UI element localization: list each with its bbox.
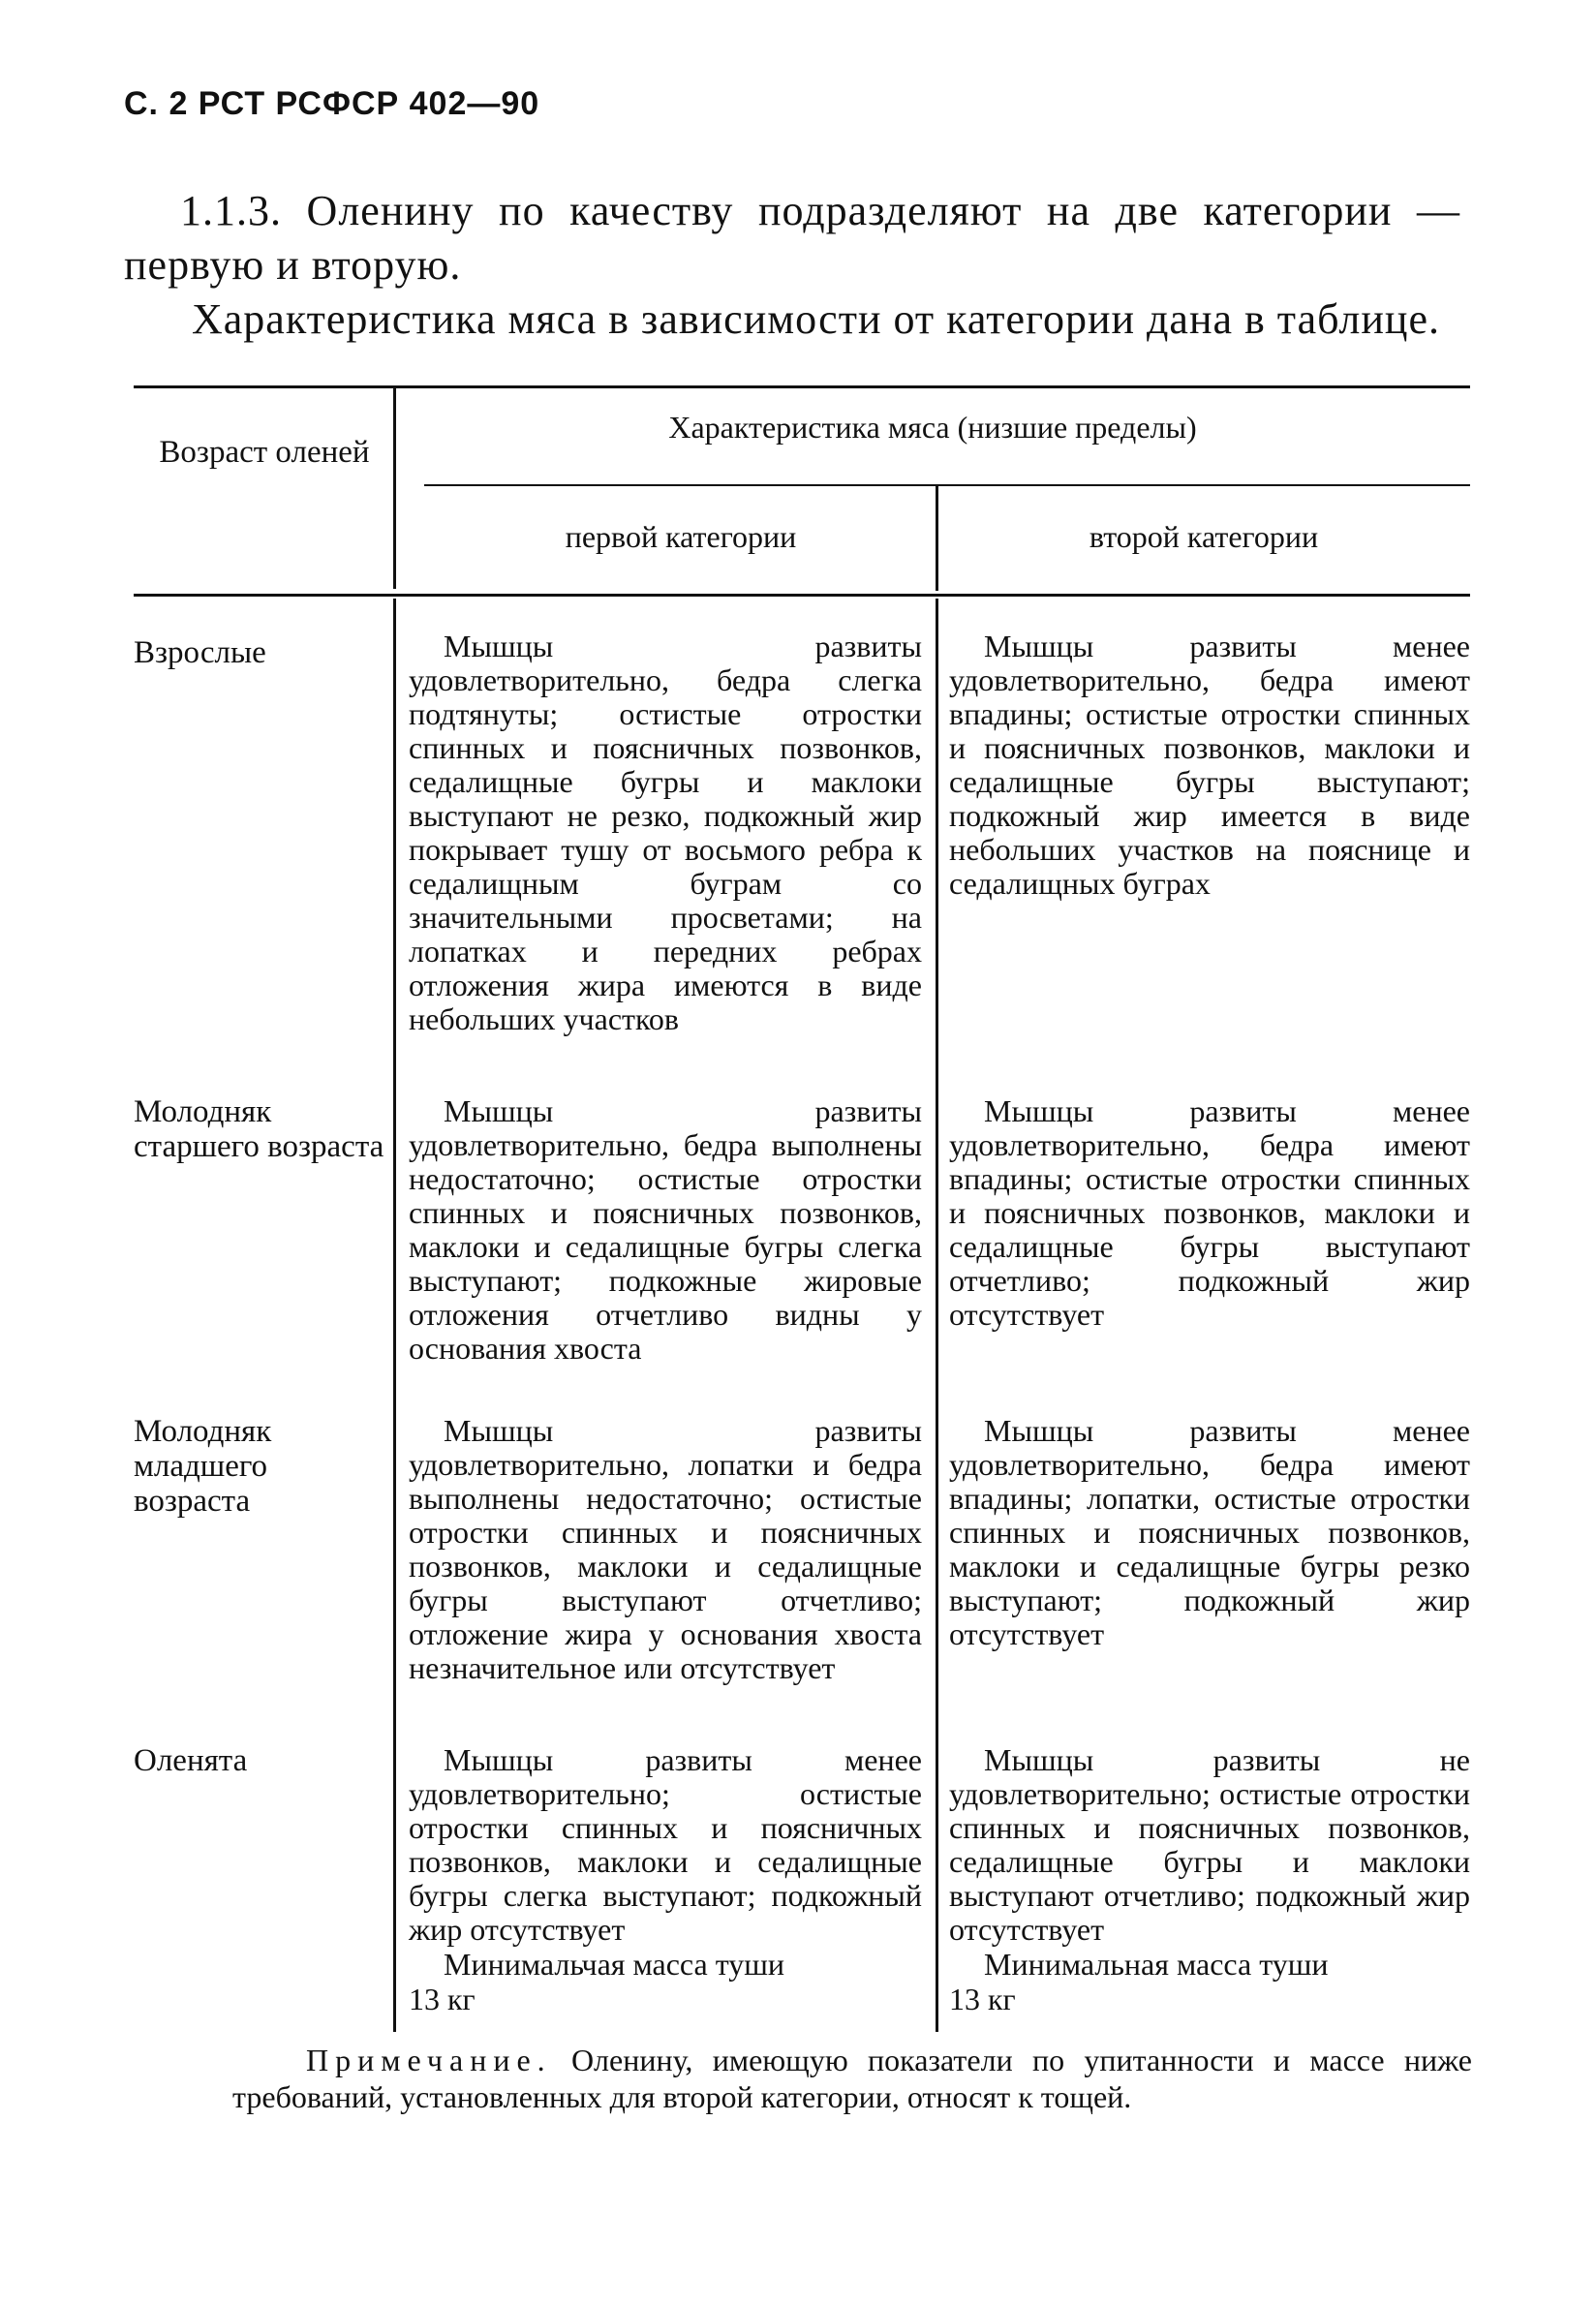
page-header: С. 2 РСТ РСФСР 402—90	[124, 85, 540, 122]
header-age: Возраст оленей	[159, 435, 370, 470]
row-young-senior-second: Мышцы развиты менее удовлетворительно, бедра имеют впадины; остистые отростки спинных и поясничных позвонков, маклоки и седалищные бугры выступают отчетливо; подкожный жир отсутствует	[949, 1093, 1470, 1332]
table-top-rule	[134, 385, 1470, 388]
table-note	[232, 2042, 1472, 2115]
row-young-junior-second: Мышцы развиты менее удовлетворительно, бедра имеют впадины; лопатки, остистые отростки спинных и поясничных позвонков, маклоки и седалищные бугры резко выступают; подкожный жир отсутствует	[949, 1413, 1470, 1651]
header-second-category: второй категории	[1089, 519, 1319, 554]
mass-first-category	[409, 1947, 922, 2016]
row-adults-first: Мышцы развиты удовлетворительно, бедра слегка подтянуты; остистые отростки спинных и поясничных позвонков, седалищные бугры и маклоки выступают не резко, подкожный жир покрывает тушу от восьмого ребра к седалищным буграм со значительными просветами; на лопатках и передних ребрах отложения жира имеются в виде небольших участков	[409, 629, 922, 1036]
mass-second-label: Минимальная масса туши	[984, 1947, 1329, 1982]
intro-text	[124, 184, 1460, 347]
row-age-young-junior: Молодняк младшего возраста	[134, 1414, 272, 1519]
row-age-fawns: Оленята	[134, 1743, 248, 1778]
mass-second-value: 13 кг	[949, 1982, 1016, 2016]
table-body-rule	[134, 594, 1470, 597]
table-body-divider-1	[393, 599, 396, 2032]
mass-first-label: Минимальчая масса туши	[444, 1947, 785, 1982]
row-fawns-second: Мышцы развиты не удовлетворительно; остистые отростки спинных и поясничных позвонков, седалищные бугры и маклоки выступают отчетливо; подкожный жир отсутствует	[949, 1742, 1470, 1947]
note-text: Оленину, имеющую показатели по упитанности и массе ниже требований, установленных для второй категории, относят к тощей.	[232, 2043, 1472, 2114]
row-age-young-senior: Молодняк старшего возраста	[134, 1094, 384, 1164]
row-adults-second: Мышцы развиты менее удовлетворительно, бедра имеют впадины; остистые отростки спинных и поясничных позвонков, маклоки и седалищные бугры выступают; подкожный жир имеется в виде небольших участков на пояснице и седалищных буграх	[949, 629, 1470, 901]
note-label: Примечание.	[306, 2043, 552, 2077]
row-fawns-first: Мышцы развиты менее удовлетворительно; остистые отростки спинных и поясничных позвонков, маклоки и седалищные бугры слегка выступают; подкожный жир отсутствует	[409, 1742, 922, 1947]
row-young-junior-first: Мышцы развиты удовлетворительно, лопатки и бедра выполнены недостаточно; остистые отростки спинных и поясничных позвонков, маклоки и седалищные бугры выступают отчетливо; отложение жира у основания хвоста незначительное или отсутствует	[409, 1413, 922, 1685]
header-characteristic: Характеристика мяса (низшие пределы)	[668, 410, 1197, 445]
mass-second-category	[949, 1947, 1470, 2016]
mass-first-value: 13 кг	[409, 1982, 476, 2016]
row-age-adults: Взрослые	[134, 635, 266, 670]
intro-paragraph-1: 1.1.3. Оленину по качеству подразделяют на две категории — первую и вторую.	[124, 187, 1460, 289]
header-first-category: первой категории	[565, 519, 797, 554]
table-header-mid-rule	[424, 484, 1470, 486]
intro-paragraph-2: Характеристика мяса в зависимости от категории дана в таблице.	[192, 295, 1440, 343]
row-young-senior-first: Мышцы развиты удовлетворительно, бедра выполнены недостаточно; остистые отростки спинных и поясничных позвонков, маклоки и седалищные бугры слегка выступают; подкожные жировые отложения отчетливо видны у основания хвоста	[409, 1093, 922, 1366]
table-body-divider-2	[936, 599, 938, 2032]
